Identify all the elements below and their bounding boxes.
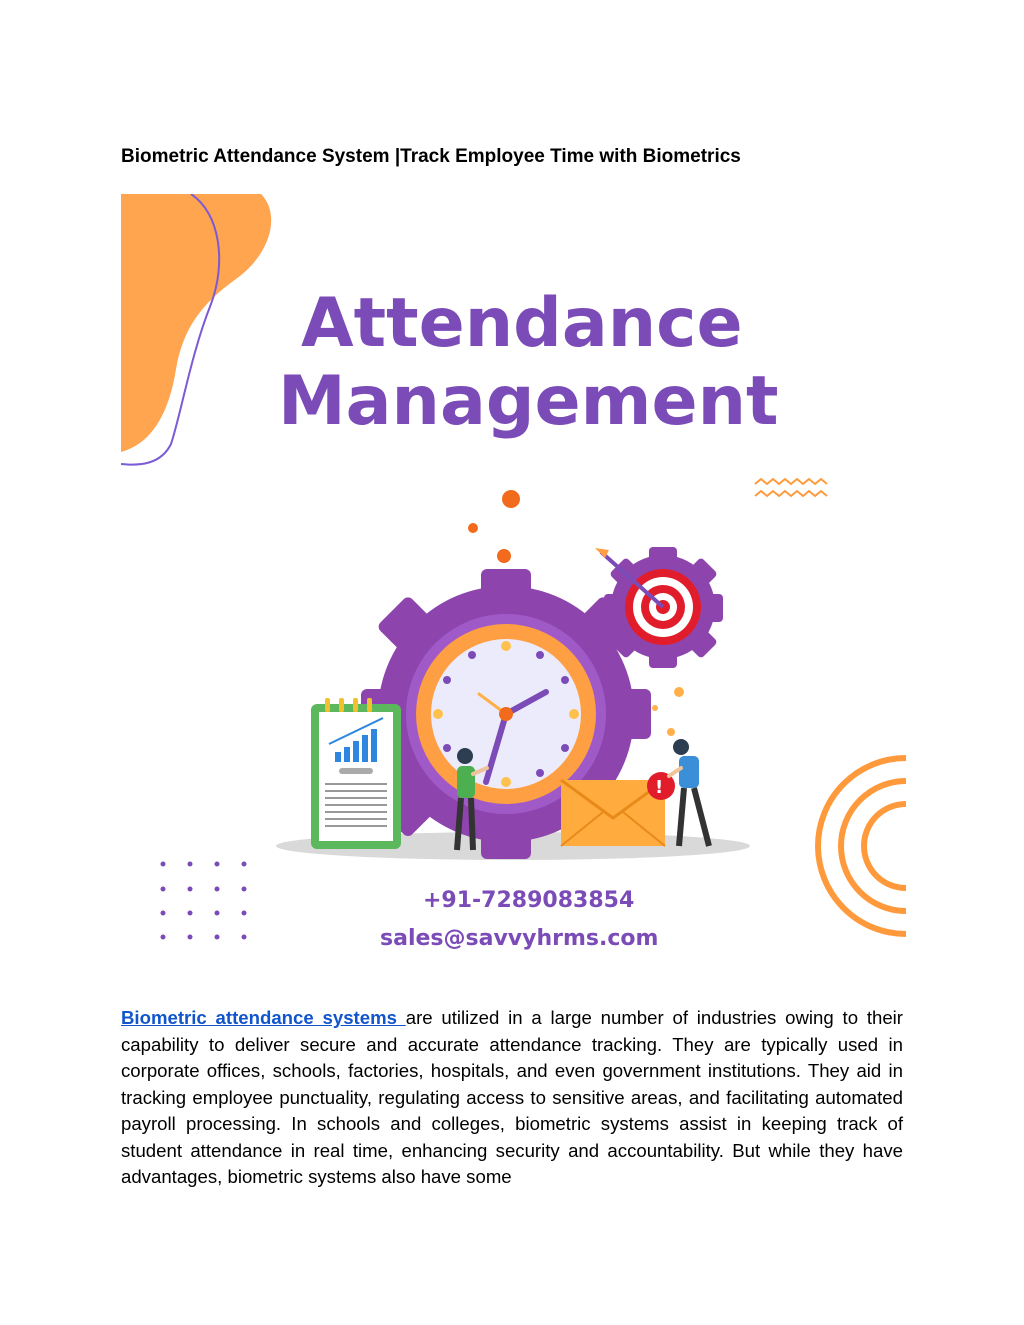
dot-grid-decoration [161,862,247,940]
clock-icon [416,624,596,804]
article-paragraph-text: are utilized in a large number of industries owing to their capability to deliver secure and accurate attendance tracking. They are typically used in corporate offices, schools, factories, hospitals, and even government institutions. They aid in tracking employee punctuality, regulating access to sensitive areas, and facilitating automated payroll processing. In schools and colleges, biometric systems assist in keeping track of student attendance in real time, enhancing security and accountability. But while they have advantages, biometric systems also have some [121,1007,903,1187]
zigzag-decoration [755,479,827,496]
person-right-illustration [669,739,709,846]
orange-blob-decoration [121,194,271,452]
banner-phone: +91-7289083854 [423,888,635,913]
report-clipboard-icon [311,698,401,849]
article-paragraph [121,1005,903,1191]
banner-heading-line2: Management [278,362,779,441]
concentric-arcs-decoration [818,758,906,934]
document-title: Biometric Attendance System |Track Employee Time with Biometrics [121,146,741,167]
banner-heading-line1: Attendance [301,284,743,363]
envelope-icon [561,772,675,846]
biometric-systems-link[interactable]: Biometric attendance systems [121,1007,406,1028]
svg-text:!: ! [655,777,664,798]
attendance-banner-image [121,194,906,956]
banner-email: sales@savvyhrms.com [380,926,659,951]
